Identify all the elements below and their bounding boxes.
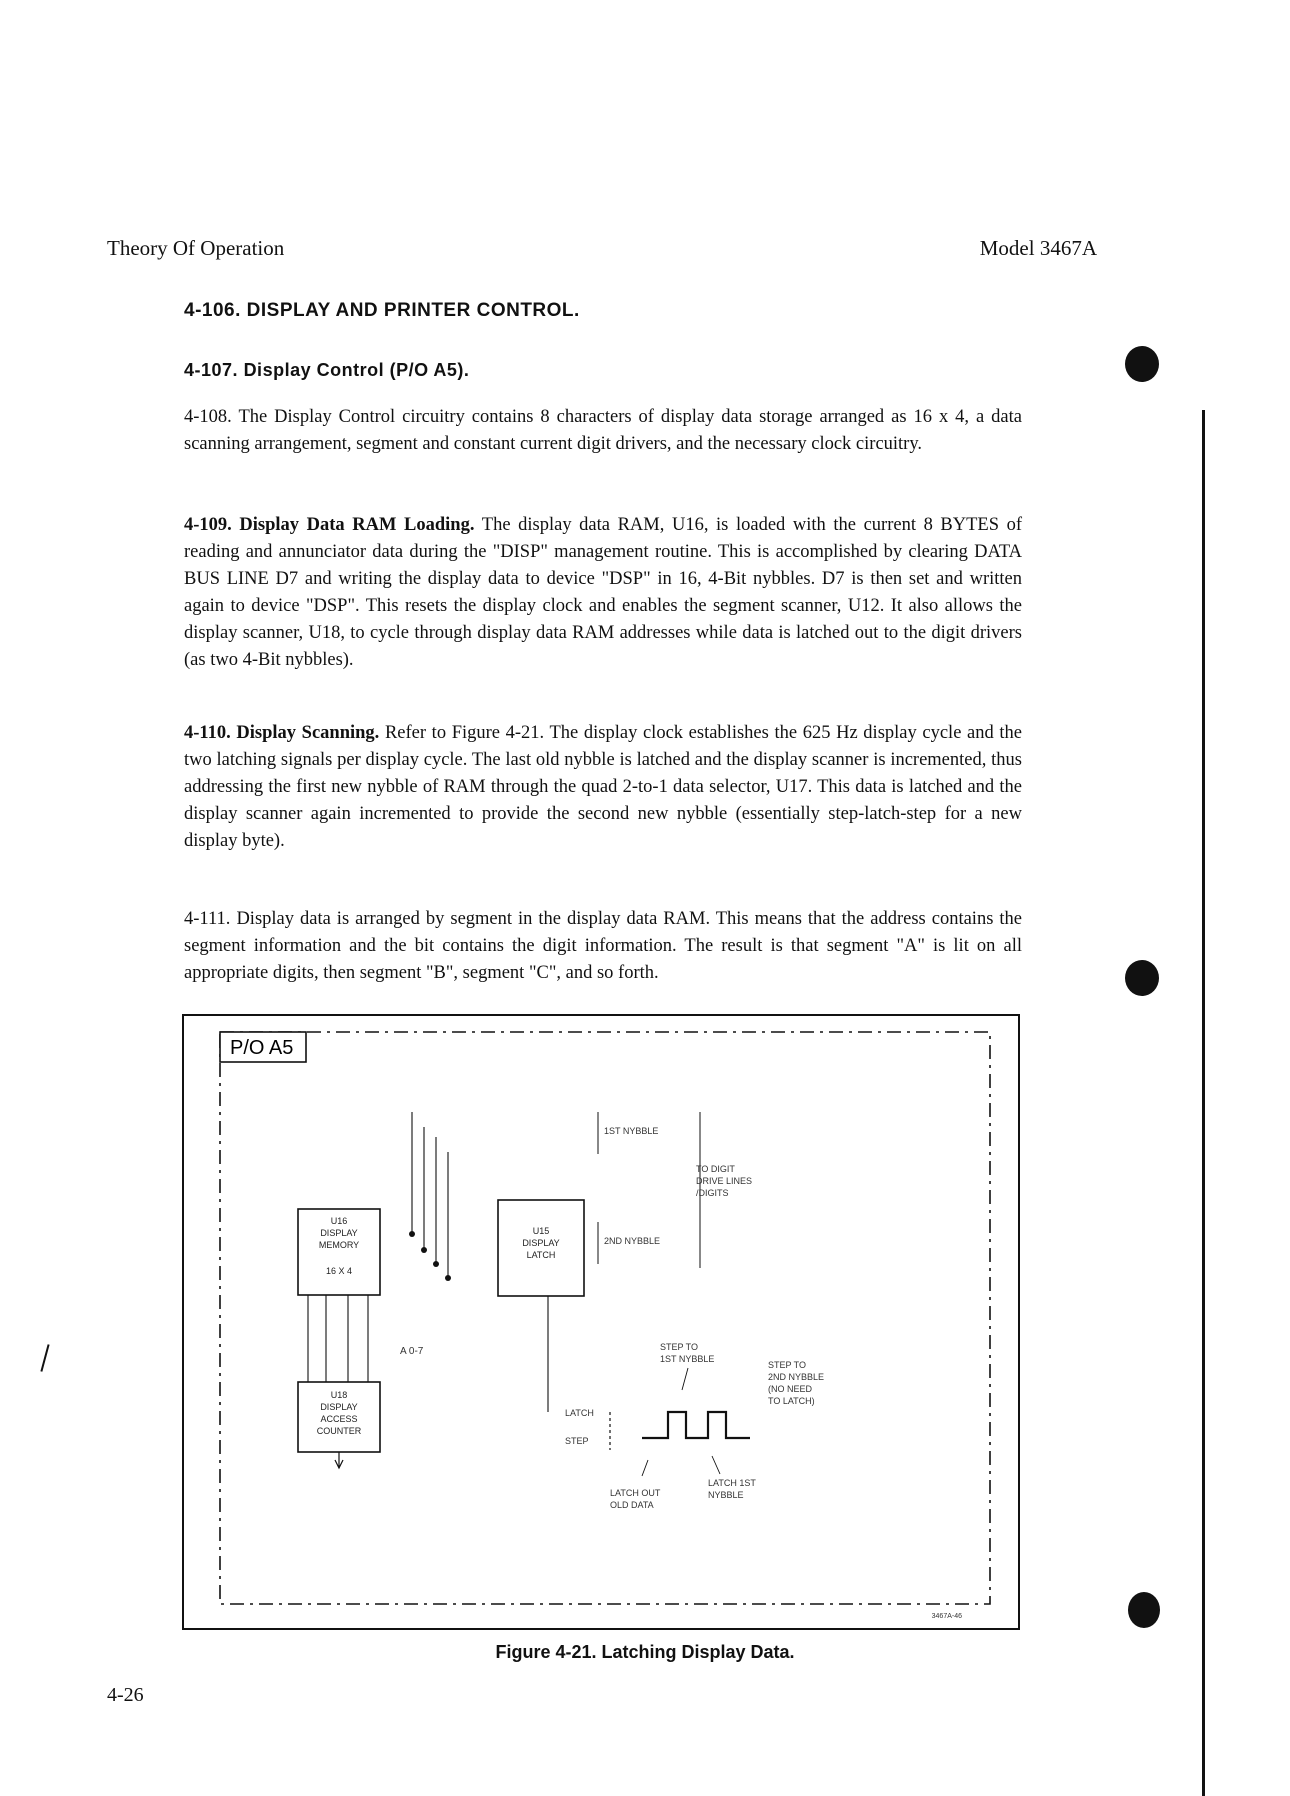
data-node (433, 1261, 439, 1267)
paragraph-body: Refer to Figure 4-21. The display clock establishes the 625 Hz display cycle and the two latching signals per display cycle. The last old nybble is latched and the display scanner is incremented, thus addressing the first new nybble of RAM through the quad 2-to-1 data selector, U17. This data is latched and the display scanner again incremented to provide the second new nybble (essentially step-latch-step for a new display byte). (184, 723, 1022, 851)
u18-label-0: U18 (330, 1390, 348, 1400)
latch-signal-label: LATCH (565, 1408, 594, 1418)
scan-mark (40, 1344, 49, 1372)
step-first-label-1: 1ST NYBBLE (660, 1354, 715, 1364)
data-node (409, 1231, 415, 1237)
paragraph-body: Display data is arranged by segment in the display data RAM. This means that the address contains the segment information and the bit contains the digit information. The result is that segment "A" is lit on all appropriate digits, then segment "B", segment "C", and so forth. (184, 909, 1022, 983)
latch-out-label-1: OLD DATA (610, 1500, 654, 1510)
punch-hole-top (1125, 346, 1159, 382)
u16-label-2: MEMORY (318, 1240, 360, 1250)
running-header-left: Theory Of Operation (107, 236, 285, 260)
drivers-label-0: TO DIGIT (696, 1164, 735, 1174)
u16-label-0: U16 (330, 1216, 348, 1226)
figure-4-21-diagram (180, 1012, 1024, 1634)
step-signal-label: STEP (565, 1436, 589, 1446)
u15-label-1: DISPLAY (522, 1238, 560, 1248)
u15-label-0: U15 (532, 1226, 550, 1236)
drivers-label-2: /DIGITS (696, 1188, 729, 1198)
data-node (445, 1275, 451, 1281)
paragraph-number: 4-108. (184, 407, 232, 427)
figure-id: 3467A-46 (931, 1613, 962, 1620)
latch-out-label-0: LATCH OUT (610, 1488, 661, 1498)
timing-waveform (642, 1412, 750, 1438)
step-second-label-2: (NO NEED (768, 1384, 813, 1394)
paragraph-lead: Display Scanning. (236, 723, 380, 743)
board-outline (220, 1032, 990, 1604)
latch-first-label-0: LATCH 1ST (708, 1478, 756, 1488)
section-heading (184, 300, 580, 322)
punch-hole-bottom (1128, 1592, 1160, 1628)
paragraph-body: The Display Control circuitry contains 8 characters of display data storage arranged as 16 x 4, a data scanning arrangement, segment and constant current digit drivers, and the necessary clock circuitry. (184, 407, 1022, 454)
u15-latch-block (498, 1200, 584, 1296)
subsection-heading (184, 360, 469, 381)
paragraph-number: 4-111. (184, 909, 231, 929)
board-label: P/O A5 (230, 1037, 294, 1059)
running-header-right: Model 3467A (979, 236, 1097, 260)
paragraph-number: 4-110. (184, 723, 231, 743)
step-second-label-1: 2ND NYBBLE (768, 1372, 825, 1382)
u18-label-1: DISPLAY (320, 1402, 358, 1412)
paragraph-number: 4-109. (184, 515, 232, 535)
u15-label-2: LATCH (526, 1250, 556, 1260)
section-number: 4-106. (184, 300, 241, 321)
first-nybble-label: 1ST NYBBLE (604, 1126, 659, 1136)
u18-label-3: COUNTER (316, 1426, 362, 1436)
margin-rule (1202, 410, 1205, 1796)
step-first-label-0: STEP TO (660, 1342, 699, 1352)
paragraph-4-109 (184, 512, 1022, 674)
subsection-title: Display Control (P/O A5). (243, 360, 470, 380)
address-lines-label: A 0-7 (400, 1346, 424, 1357)
paragraph-4-108 (184, 404, 1022, 458)
drivers-label-1: DRIVE LINES (696, 1176, 753, 1186)
page-number: 4-26 (107, 1684, 144, 1706)
subsection-number: 4-107. (184, 360, 239, 380)
punch-hole-middle (1125, 960, 1159, 996)
paragraph-body: The display data RAM, U16, is loaded with the current 8 BYTES of reading and annunciator data during the "DISP" management routine. This is accomplished by clearing DATA BUS LINE D7 and writing the display data to device "DSP" in 16, 4-Bit nybbles. D7 is then set and written again to device "DSP". This resets the display clock and enables the segment scanner, U12. It also allows the display scanner, U18, to cycle through display data RAM addresses while data is latched out to the digit drivers (as two 4-Bit nybbles). (184, 515, 1023, 670)
paragraph-4-111 (184, 906, 1022, 987)
step-second-label-3: TO LATCH) (768, 1396, 815, 1406)
second-nybble-label: 2ND NYBBLE (604, 1236, 661, 1246)
figure-caption: Figure 4-21. Latching Display Data. (495, 1642, 795, 1662)
paragraph-lead: Display Data RAM Loading. (239, 515, 475, 535)
data-node (421, 1247, 427, 1253)
step-second-label-0: STEP TO (768, 1360, 807, 1370)
section-title: DISPLAY AND PRINTER CONTROL. (246, 300, 580, 321)
paragraph-4-110 (184, 720, 1022, 855)
u18-label-2: ACCESS (320, 1414, 358, 1424)
u16-label-4: 16 X 4 (325, 1266, 353, 1276)
latch-first-label-1: NYBBLE (708, 1490, 744, 1500)
u16-label-1: DISPLAY (320, 1228, 358, 1238)
